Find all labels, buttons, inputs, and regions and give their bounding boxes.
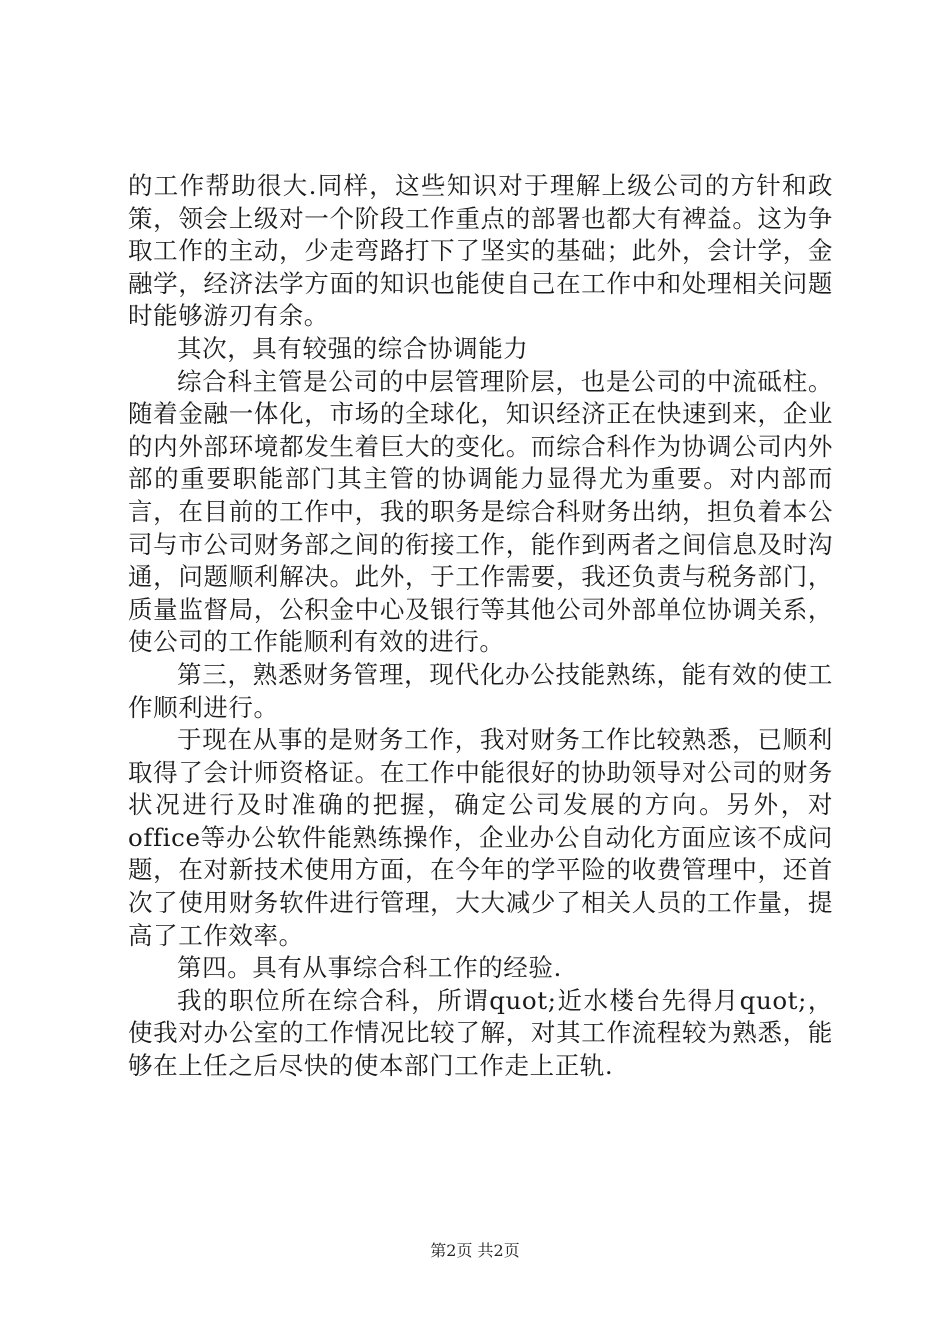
document-body	[128, 170, 833, 1083]
paragraph-continuation: 的工作帮助很大.同样，这些知识对于理解上级公司的方针和政策，领会上级对一个阶段工作重点的部署也都大有裨益。这为争取工作的主动，少走弯路打下了坚实的基础；此外，会计学，金融学，经济法学方面的知识也能使自己在工作中和处理相关问题时能够游刃有余。	[128, 171, 833, 331]
section-heading-finance: 第三，熟悉财务管理，现代化办公技能熟练，能有效的使工作顺利进行。	[128, 659, 833, 722]
section-heading-experience: 第四。具有从事综合科工作的经验.	[177, 953, 562, 983]
paragraph-finance: 于现在从事的是财务工作，我对财务工作比较熟悉，已顺利取得了会计师资格证。在工作中能很好的协助领导对公司的财务状况进行及时准确的把握，确定公司发展的方向。另外，对office等办公软件能熟练操作，企业办公自动化方面应该不成问题，在对新技术使用方面，在今年的学平险的收费管理中，还首次了使用财务软件进行管理，大大减少了相关人员的工作量，提高了工作效率。	[128, 725, 833, 950]
paragraph-coordination: 综合科主管是公司的中层管理阶层，也是公司的中流砥柱。随着金融一体化，市场的全球化，知识经济正在快速到来，企业的内外部环境都发生着巨大的变化。而综合科作为协调公司内外部的重要职能部门其主管的协调能力显得尤为重要。对内部而言，在目前的工作中，我的职务是综合科财务出纳，担负着本公司与市公司财务部之间的衔接工作，能作到两者之间信息及时沟通，问题顺利解决。此外，于工作需要，我还负责与税务部门，质量监督局，公积金中心及银行等其他公司外部单位协调关系，使公司的工作能顺利有效的进行。	[128, 366, 833, 657]
paragraph-experience: 我的职位所在综合科，所谓quot;近水楼台先得月quot;，使我对办公室的工作情况比较了解，对其工作流程较为熟悉，能够在上任之后尽快的使本部门工作走上正轨.	[128, 985, 833, 1081]
section-heading-coordination: 其次，具有较强的综合协调能力	[177, 333, 529, 363]
page-number-footer: 第2页 共2页	[430, 1241, 520, 1260]
